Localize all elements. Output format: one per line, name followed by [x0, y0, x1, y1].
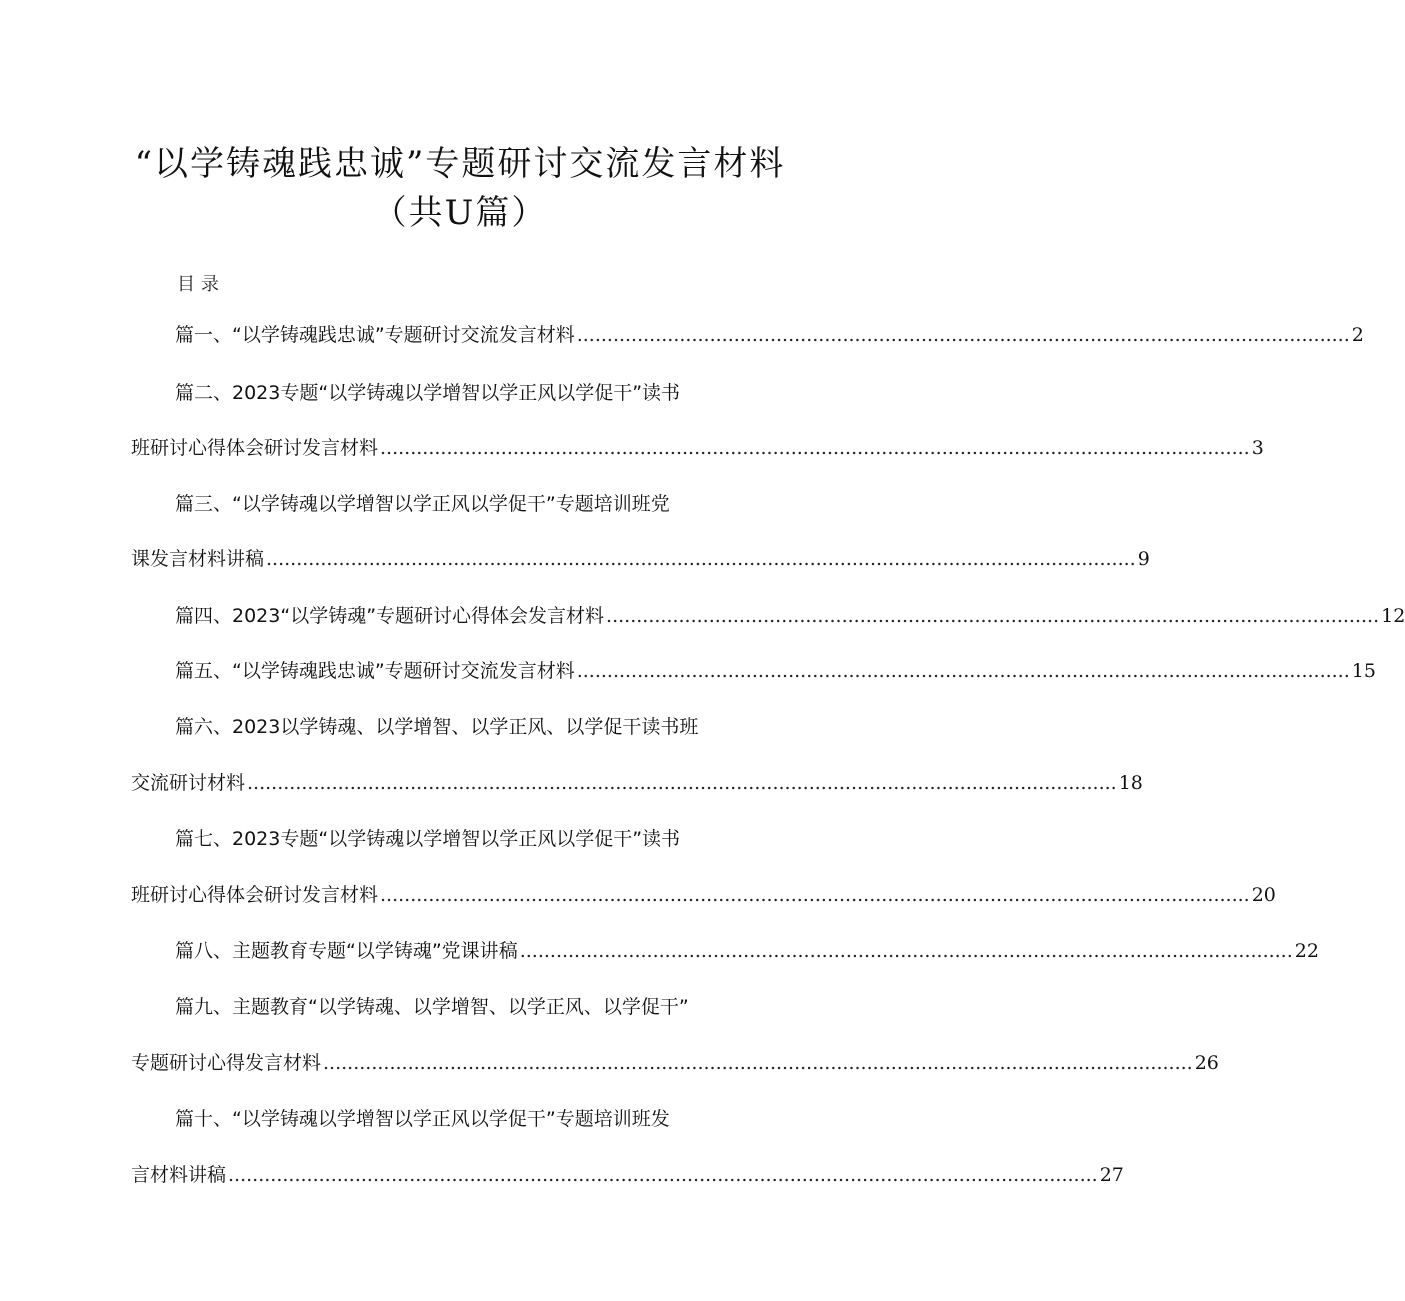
toc-entry-text: 篇四、2023“以学铸魂”专题研讨心得体会发言材料 [175, 605, 605, 627]
toc-page-number: 18 [1118, 772, 1143, 794]
toc-entry-3-line2[interactable] [131, 546, 1150, 572]
toc-leader-dots: ................................................................................................................................ [606, 605, 1380, 627]
toc-entry-2-line1[interactable] [175, 380, 680, 406]
toc-page-number: 26 [1194, 1052, 1219, 1074]
toc-entry-3-line1[interactable] [175, 491, 670, 517]
toc-entry-9-line1[interactable] [175, 994, 689, 1020]
toc-entry-7-line2[interactable] [131, 882, 1276, 908]
toc-entry-7-line1[interactable] [175, 826, 680, 852]
toc-entry-10-line1[interactable] [175, 1106, 670, 1132]
toc-page-number: 22 [1294, 940, 1319, 962]
toc-leader-dots: ................................................................................................................................................ [228, 1164, 1098, 1186]
toc-leader-dots: ................................................................................................................................ [576, 324, 1350, 346]
toc-entry-6-line1[interactable] [175, 714, 698, 740]
toc-heading: 目录 [177, 274, 225, 295]
toc-entry-text-cont: 专题研讨心得发言材料 [131, 1052, 322, 1074]
toc-entry-text: 篇十、“以学铸魂以学增智以学正风以学促干”专题培训班发 [175, 1108, 670, 1130]
toc-entry-5[interactable] [175, 658, 1376, 684]
toc-entry-text-cont: 班研讨心得体会研讨发言材料 [131, 884, 379, 906]
toc-leader-dots: ................................................................................................................................ [576, 660, 1350, 682]
toc-entry-text: 篇三、“以学铸魂以学增智以学正风以学促干”专题培训班党 [175, 493, 670, 515]
document-title-line1: “以学铸魂践忠诚”专题研讨交流发言材料 [134, 144, 786, 184]
toc-entry-text: 篇五、“以学铸魂践忠诚”专题研讨交流发言材料 [175, 660, 575, 682]
toc-page-number: 9 [1137, 548, 1150, 570]
toc-entry-text: 篇六、2023以学铸魂、以学增智、以学正风、以学促干读书班 [175, 716, 699, 738]
toc-page-number: 20 [1251, 884, 1276, 906]
toc-entry-10-line2[interactable] [131, 1162, 1124, 1188]
toc-entry-8[interactable] [175, 938, 1319, 964]
toc-entry-9-line2[interactable] [131, 1050, 1219, 1076]
toc-entry-text-cont: 课发言材料讲稿 [131, 548, 265, 570]
toc-entry-6-line2[interactable] [131, 770, 1143, 796]
toc-page-number: 27 [1099, 1164, 1124, 1186]
toc-page-number: 3 [1251, 437, 1264, 459]
toc-entry-text-cont: 言材料讲稿 [131, 1164, 227, 1186]
toc-entry-text: 篇二、2023专题“以学铸魂以学增智以学正风以学促干”读书 [175, 382, 681, 404]
toc-entry-4[interactable] [175, 603, 1405, 629]
toc-leader-dots: ................................................................................................................................ [519, 940, 1293, 962]
toc-entry-text: 篇八、主题教育专题“以学铸魂”党课讲稿 [175, 940, 518, 962]
document-title-line2: （共U篇） [372, 193, 548, 233]
toc-page-number: 2 [1351, 324, 1364, 346]
toc-leader-dots: ................................................................................................................................................ [247, 772, 1117, 794]
toc-entry-text-cont: 班研讨心得体会研讨发言材料 [131, 437, 379, 459]
toc-entry-text: 篇一、“以学铸魂践忠诚”专题研讨交流发言材料 [175, 324, 575, 346]
toc-page-number: 15 [1351, 660, 1376, 682]
toc-leader-dots: ................................................................................................................................................ [266, 548, 1136, 570]
toc-entry-text-cont: 交流研讨材料 [131, 772, 246, 794]
toc-entry-2-line2[interactable] [131, 435, 1264, 461]
toc-page-number: 12 [1381, 605, 1405, 627]
toc-leader-dots: ................................................................................................................................................ [380, 437, 1250, 459]
toc-leader-dots: ................................................................................................................................................ [380, 884, 1250, 906]
toc-entry-text: 篇九、主题教育“以学铸魂、以学增智、以学正风、以学促干” [175, 996, 689, 1018]
toc-entry-1[interactable] [175, 322, 1364, 348]
toc-leader-dots: ................................................................................................................................................ [323, 1052, 1193, 1074]
toc-entry-text: 篇七、2023专题“以学铸魂以学增智以学正风以学促干”读书 [175, 828, 681, 850]
